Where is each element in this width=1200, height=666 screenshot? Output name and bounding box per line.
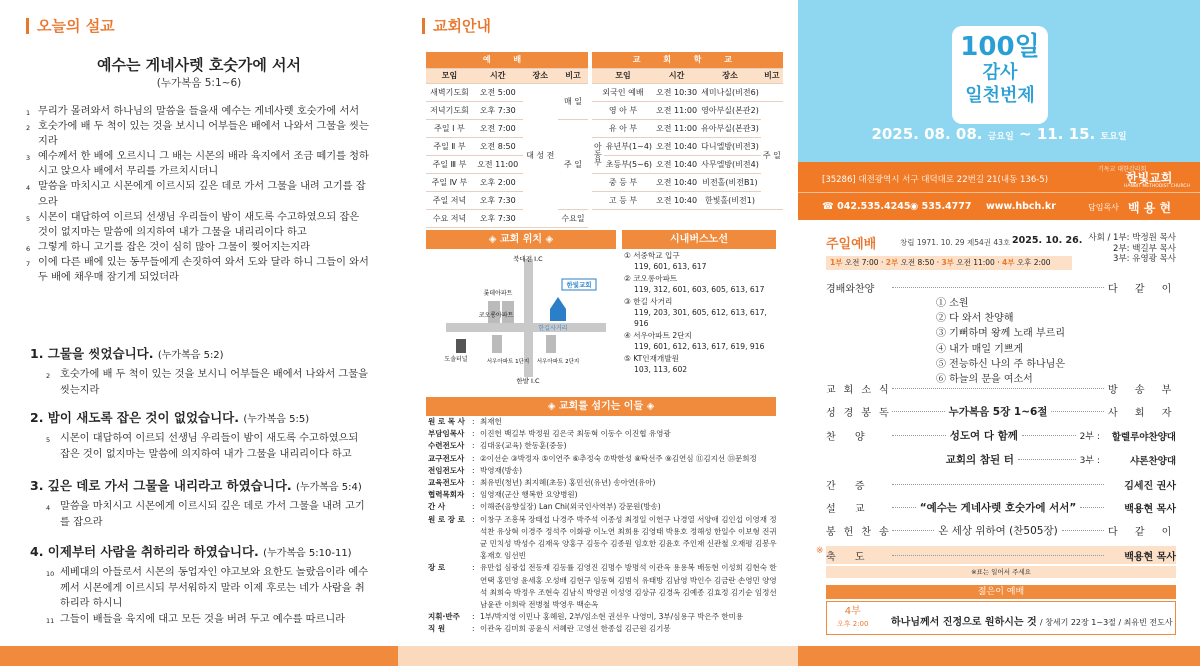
church-name: 한빛교회 bbox=[1126, 171, 1173, 185]
map-header: ◈ 교회 위치 ◈ bbox=[426, 230, 616, 249]
order-item: 찬 양 성도여 다 함께 2부 : 할렐루야찬양대 bbox=[826, 430, 1176, 443]
map-label: 롯데아파트 bbox=[483, 290, 513, 297]
table-row: 수요 저녁 오후 7:30 수요일 bbox=[426, 209, 588, 227]
location-map bbox=[428, 251, 616, 390]
footer-bar bbox=[798, 646, 1200, 666]
sermon-panel bbox=[0, 0, 398, 666]
table-row: 주일 Ⅳ 부 오후 2:00 bbox=[426, 173, 588, 191]
order-item: 간 증 김세진 권사 bbox=[826, 481, 1176, 492]
website[interactable]: www.hbch.kr bbox=[986, 201, 1056, 212]
praise-songs: ① 소원 ② 다 와서 찬양해 ③ 기뻐하며 왕께 노래 부르리 ④ 내가 매일 기쁘게 ⑤ 전능하신 나의 주 하나님은 ⑥ 하늘의 문을 여소서 bbox=[936, 298, 1065, 386]
verse: 5 시몬이 대답하여 이르되 선생님 우리들이 밤이 새도록 수고하였으되 잡은 것이 없지마는 말씀에 의지하여 내가 그물을 내리리이다 하고 bbox=[26, 211, 360, 238]
sermon-reference: (누가복음 5:1~6) bbox=[156, 77, 242, 89]
church-info-bar: [35286] 대전광역시 서구 대덕대로 22번길 21(내동 136-5) 기독교 대한감리회 한빛교회 HANBIT METHODIST CHURCH ☎ 042.535.4245 ◉ 535.4777 www.hbch.kr 담임목사 백 용 현 bbox=[798, 162, 1200, 220]
worship-order-title: 주일예배 bbox=[826, 237, 877, 252]
table-row: 초등부(5~6) 오전 10:40 사무엘방(비전4) bbox=[592, 155, 783, 173]
map-label: 한빛교회 bbox=[566, 281, 592, 289]
staff-header: ◈ 교회를 섬기는 이들 ◈ bbox=[426, 397, 776, 416]
verse: 7 이에 다른 배에 있는 동무들에게 손짓하여 와서 도와 달라 하니 그들이 와서 두 배에 채우매 잠기게 되었더라 bbox=[26, 256, 369, 284]
table-row: 주일 Ⅰ 부 오전 7:00 주 일 bbox=[426, 119, 588, 137]
map-label: 도솔터널 bbox=[444, 356, 468, 363]
table-row: 외국인 예배 오전 10:30 세미나실(비전6) bbox=[592, 83, 783, 101]
verse: 2 호숫가에 배 두 척이 있는 것을 보시니 어부들은 배에서 나와서 그물을 씻는지라 bbox=[26, 121, 369, 148]
map-label: 서우아파트 1단지 bbox=[486, 359, 530, 365]
scripture-text bbox=[26, 104, 371, 285]
sermon-point-3: 3. 깊은 데로 가서 그물을 내리라고 하였습니다. (누가복음 5:4) 4 말씀을 마치시고 시몬에게 이르시되 깊은 데로 가서 그물을 내려 고기를 잡으라 bbox=[30, 478, 365, 528]
order-item: 교회소식 방 송 부 bbox=[826, 385, 1179, 396]
table-row: 고 등 부 오전 10:40 한빛홀(비전1) bbox=[592, 191, 783, 209]
map-label: 코오롱아파트 bbox=[478, 312, 514, 319]
table-row: 주일 Ⅲ 부 오전 11:00 bbox=[426, 155, 588, 173]
order-item: 성경봉독 누가복음 5장 1~6절 사 회 자 bbox=[826, 406, 1179, 419]
sermon-point-1: 1. 그물을 씻었습니다. (누가복음 5:2) 2 호숫가에 배 두 척이 있는 것을 보시니 어부들은 배에서 나와서 그물을 씻는지라 bbox=[30, 346, 368, 396]
table-row: 주일 저녁 오후 7:30 bbox=[426, 191, 588, 209]
map-label: 한길사거리 bbox=[538, 325, 568, 332]
senior-pastor: 백 용 현 bbox=[1128, 201, 1172, 215]
order-item: 경배와찬양 다 같 이 bbox=[826, 284, 1179, 295]
order-item: 설 교 “예수는 게네사렛 호숫가에 서서” 백용현 목사 bbox=[826, 502, 1177, 515]
youth-service-header: 젊은이 예배 bbox=[826, 585, 1176, 599]
table-row: 아 동 부 유년부(1~4) 오전 10:40 다니엘방(비전3) bbox=[592, 137, 783, 155]
map-label: 서우아파트 2단지 bbox=[536, 359, 580, 365]
campaign-dates: 2025. 08. 08. 금요일 ~ 11. 15. 토요일 bbox=[871, 125, 1127, 143]
staff-list: 원 로 목 사 : 최재헌 부담임목사 : 이진헌 백길부 박정원 김은국 최동혁 이동수 이진협 유영광 수련전도사 : 김대웅(교육) 한동훈(중등) 교구전도사 : ②이선순 ③박정자 ⑤이연주 ⑥추정숙 ⑦박한성 ⑧탁선주 ⑨김연심 ⑪김지선 ⑬문희정 전임전도사 : 박영재(방송) 교육전도사 : 최유빈(청년) 최지혜(초등) 홍민선(유년) 송아연(유아) 협력목회자 : 임영재(군산 행복한 요양병원) 간 사 : 이해준(음향실장) Lan Chi(외국인사역부) 강문원(방송) 원 로 장 로 : 이창구 조흥복 장태섭 나경주 박주석 이종성 최정일 이헌구 나경열 서양애 김인섭 이영재 정석찬 유상혁 이경주 정석주 이화광 이노연 최희용 김영태 박용호 정해성 한일수 이보형 진귀균 민치성 박성수 김재욱 양홍구 김동수 김종원 임호한 김윤호 주인재 신관철 오재평 김봉우 홍재호 임선빈 장 로 : 유만섭 심광섭 전동재 김동률 김영진 김명수 방명석 이관옥 용용복 배동현 이성희 김현숙 한연택 홍민영 윤세홍 오성배 김현구 임동혁 김범식 유태방 김남영 박인수 김금란 손영민 양영석 최희숙 박정우 조현숙 김남식 박영권 이성영 김상규 김경옥 김예종 김효정 김기순 임정선 남윤관 이희락 전병철 박영우 백순옥 지휘·반주 : 1부/박지영 이민나 홍혜원, 2부/임소현 권선우 나영미, 3부/심용구 박은주 한미용 직 원 : 이관옥 김미희 공윤식 서혜란 고영선 한종섭 김근원 김기봉 bbox=[428, 417, 777, 634]
sermon-point-2: 2. 밤이 새도록 잡은 것이 없었습니다. (누가복음 5:5) 5 시몬이 대답하여 이르되 선생님 우리들이 밤이 새도록 수고하였으되 잡은 것이 없지마는 말씀에 의지하여 내가 그물을 내리리이다 하고 bbox=[30, 410, 359, 460]
footer-bar bbox=[0, 646, 398, 666]
verse: 6 그렇게 하니 고기를 잡은 것이 심히 많아 그물이 찢어지는지라 bbox=[26, 241, 310, 253]
verse: 1 무리가 몰려와서 하나님의 말씀을 들을새 예수는 게네사렛 호숫가에 서서 bbox=[26, 106, 360, 117]
service-times: 1부 오전 7:00 · 2부 오전 8:50 · 3부 오전 11:00 · 4부 오후 2:00 bbox=[826, 256, 1072, 270]
bus-routes: ① 서중학교 입구 119, 601, 613, 617 ② 코오롱아파트 119, 312, 601, 603, 605, 613, 617 ③ 한길 사거리 119, 203, 301, 605, 612, 613, 617, 916 ④ 서우아파트 2단지 119, 601, 612, 613, 617, 619, 916 ⑤ KT인재개발원 103, 113, 602 bbox=[624, 251, 767, 374]
sermon-point-4: 4. 이제부터 사람을 취하리라 하였습니다. (누가복음 5:10-11) 10 세베대의 아들로서 시몬의 동업자인 야고보와 요한도 놀랐음이라 예수께서 시몬에게 이르시되 무서워하지 말라 이제 후로는 네가 사람을 취하리라 하시니 11 그들이 배들을 육지에 대고 모든 것을 버려 두고 예수를 따르니라 bbox=[30, 544, 369, 625]
bus-header: 시내버스노선 bbox=[622, 230, 776, 249]
map-label: 북대전 I.C bbox=[513, 255, 543, 263]
footer-bar bbox=[398, 646, 798, 666]
table-row: 주일 Ⅱ 부 오전 8:50 bbox=[426, 137, 588, 155]
order-item: 교회의 참된 터 3부 : 샤론찬양대 bbox=[945, 454, 1176, 467]
table-row: 유 아 부 오전 11:00 유아부실(본관3) bbox=[592, 119, 783, 137]
service-date: 2025. 10. 26. bbox=[1012, 235, 1083, 246]
order-item: 봉헌찬송 온 세상 위하여 (찬505장) 다 같 이 bbox=[826, 525, 1179, 538]
phone: ☎ 042.535.4245 bbox=[822, 201, 911, 212]
table-row: 저녁기도회 오후 7:30 bbox=[426, 101, 588, 119]
campaign-badge: 100일 감사 일천번제 bbox=[952, 26, 1048, 124]
school-table: 교 회 학 교 모임 시간 장소 비고 외국인 예배 오전 10:30 세미나실(비전6) 영 아 부 오전 11:00 영아부실(본관2) 주 일 유 아 부 오전 11:00 유아부실(본관3) 아 동 부 유년부(1~4) 오전 10:40 다니엘방(비전3) 초등부(5~6) 오전 10:40 사무엘방(비전4) 중 등 부 오전 10:40 비전홀(비전B1) 고 등 부 오전 10:40 한빛홀(비전1) bbox=[592, 52, 783, 210]
standing-note: ※표는 일어서 주세요 bbox=[826, 566, 1176, 578]
table-row: 새벽기도회 오전 5:00 대 성 전 매 일 bbox=[426, 83, 588, 101]
fax: ◉ 535.4777 bbox=[910, 201, 972, 212]
table-row: 영 아 부 오전 11:00 영아부실(본관2) 주 일 bbox=[592, 101, 783, 119]
verse: 3 예수께서 한 배에 오르시니 그 배는 시몬의 배라 육지에서 조금 떼기를 청하시고 앉으사 배에서 무리를 가르치시더니 bbox=[26, 151, 369, 178]
section-title-church: 교회안내 bbox=[422, 18, 491, 34]
table-row: 중 등 부 오전 10:40 비전홀(비전B1) bbox=[592, 173, 783, 191]
worship-table: 예 배 모임 시간 장소 비고 새벽기도회 오전 5:00 대 성 전 매 일 저녁기도회 오후 7:30 주일 Ⅰ 부 오전 7:00 주 일 주일 Ⅱ 부 오전 8:50 주일 Ⅲ 부 오전 11:00 주일 Ⅳ 부 오후 2:00 주일 저녁 오후 7:30 수요 저녁 오후 7:30 수요일 bbox=[426, 52, 588, 228]
address: [35286] 대전광역시 서구 대덕대로 22번길 21(내동 136-5) bbox=[822, 175, 1049, 185]
verse: 4 말씀을 마치시고 시몬에게 이르시되 깊은 데로 가서 그물을 내려 고기를 잡으라 bbox=[26, 181, 366, 208]
section-title-sermon: 오늘의 설교 bbox=[26, 18, 115, 34]
issue-info: 창립 1971. 10. 29 제54권 43호 bbox=[900, 238, 1011, 247]
map-label: 한밭 I.C bbox=[516, 377, 540, 385]
service-leaders: 사회 / 1부: 박정원 목사 2부: 백길부 목사 3부: 유영광 목사 bbox=[1088, 233, 1176, 264]
sermon-title: 예수는 게네사렛 호숫가에 서서 bbox=[96, 56, 302, 74]
youth-service: 4부 오후 2:00 하나님께서 진정으로 원하시는 것 / 창세기 22장 1~3절 / 최유빈 전도사 bbox=[826, 601, 1176, 635]
order-item: 축 도 백용현 목사 bbox=[826, 546, 1176, 564]
